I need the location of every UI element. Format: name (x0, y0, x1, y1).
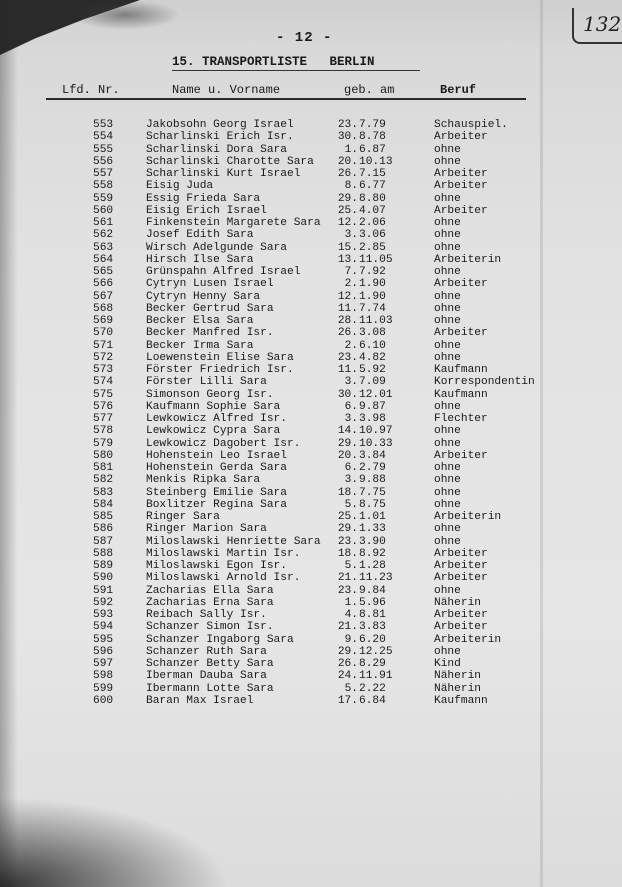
birth-month-year: 9.87 (359, 400, 386, 413)
occupation: ohne (434, 523, 461, 536)
birth-month-year: 6.10 (359, 339, 386, 352)
row-number: 560 (93, 204, 114, 217)
list-row (0, 291, 622, 303)
occupation: Arbeiter (434, 327, 488, 340)
list-row (0, 658, 622, 670)
row-number: 600 (93, 694, 114, 707)
birth-month-year: 9.84 (359, 584, 386, 597)
list-row (0, 144, 622, 156)
occupation: ohne (434, 498, 461, 511)
row-number: 563 (93, 241, 114, 254)
list-row (0, 168, 622, 180)
occupation: Näherin (434, 682, 481, 695)
birth-day: 23. (337, 351, 358, 364)
occupation: Kind (434, 658, 461, 670)
birth-day: 29. (337, 437, 358, 450)
occupation: ohne (434, 266, 461, 278)
title-underline (172, 70, 420, 71)
birth-day: 5. (344, 682, 358, 695)
list-row (0, 585, 622, 597)
list-row (0, 646, 622, 658)
person-name: Becker Elsa Sara (146, 315, 254, 327)
occupation: Arbeiter (434, 278, 488, 291)
birth-month-year: 3.98 (359, 413, 386, 425)
birth-day: 30. (337, 388, 358, 401)
birth-month-year: 3.83 (359, 621, 386, 634)
list-row (0, 205, 622, 217)
person-name: Schanzer Betty Sara (146, 658, 274, 670)
birth-day: 4. (344, 609, 358, 621)
list-row (0, 695, 622, 707)
column-header-nr: Lfd. Nr. (62, 83, 120, 97)
person-name: Iberman Dauba Sara (146, 670, 267, 683)
birth-day: 24. (337, 670, 358, 683)
occupation: ohne (434, 217, 461, 229)
birth-month-year: 1.01 (359, 511, 386, 523)
occupation: Arbeiterin (434, 633, 502, 646)
birth-day: 26. (337, 658, 358, 670)
birth-day: 29. (337, 192, 358, 205)
list-row (0, 401, 622, 413)
row-number: 577 (93, 413, 114, 425)
person-name: Loewenstein Elise Sara (146, 351, 294, 364)
occupation: ohne (434, 474, 461, 487)
row-number: 590 (93, 572, 114, 585)
occupation: ohne (434, 486, 461, 499)
list-row (0, 242, 622, 254)
row-number: 584 (93, 498, 114, 511)
birth-month-year: 7.09 (359, 376, 386, 389)
birth-month-year: 8.81 (359, 609, 386, 621)
list-row (0, 327, 622, 339)
header-underline (46, 98, 526, 100)
birth-day: 17. (337, 694, 358, 707)
list-row (0, 438, 622, 450)
person-name: Boxlitzer Regina Sara (146, 498, 287, 511)
row-number: 571 (93, 339, 114, 352)
birth-month-year: 4.82 (359, 351, 386, 364)
row-number: 583 (93, 486, 114, 499)
list-row (0, 389, 622, 401)
birth-month-year: 6.87 (359, 143, 386, 156)
list-row (0, 266, 622, 278)
person-name: Ringer Sara (146, 511, 220, 523)
row-number: 580 (93, 449, 114, 462)
row-number: 595 (93, 633, 114, 646)
birth-month-year: 7.15 (359, 168, 386, 180)
birth-month-year: 12.01 (359, 388, 393, 401)
birth-day: 11. (337, 364, 358, 376)
row-number: 587 (93, 535, 114, 548)
folio-number: 132 (583, 12, 622, 36)
occupation: Kaufmann (434, 694, 488, 707)
occupation: ohne (434, 400, 461, 413)
birth-day: 8. (344, 180, 358, 193)
occupation: ohne (434, 584, 461, 597)
row-number: 568 (93, 302, 114, 315)
occupation: Arbeiter (434, 621, 488, 634)
row-number: 586 (93, 523, 114, 536)
list-row (0, 536, 622, 548)
row-number: 592 (93, 596, 114, 609)
occupation: ohne (434, 462, 461, 474)
list-row (0, 217, 622, 229)
birth-day: 20. (337, 155, 358, 168)
occupation: Arbeiter (434, 560, 488, 572)
birth-day: 3. (344, 376, 358, 389)
occupation: Arbeiter (434, 609, 488, 621)
person-name: Lewkowicz Cypra Sara (146, 425, 281, 438)
birth-month-year: 8.80 (359, 192, 386, 205)
occupation: Näherin (434, 670, 481, 683)
birth-day: 26. (337, 327, 358, 340)
list-row (0, 315, 622, 327)
person-name: Steinberg Emilie Sara (146, 486, 287, 499)
list-row (0, 425, 622, 437)
occupation: ohne (434, 339, 461, 352)
person-name: Baran Max Israel (146, 694, 254, 707)
birth-month-year: 11.23 (359, 572, 393, 585)
row-number: 588 (93, 547, 114, 560)
birth-day: 25. (337, 511, 358, 523)
person-name: Zacharias Erna Sara (146, 596, 274, 609)
occupation: Arbeiter (434, 204, 488, 217)
birth-month-year: 9.88 (359, 474, 386, 487)
occupation: Arbeiterin (434, 511, 502, 523)
birth-day: 1. (344, 143, 358, 156)
row-number: 581 (93, 462, 114, 474)
birth-day: 5. (344, 560, 358, 572)
person-name: Lewkowicz Dagobert Isr. (146, 437, 301, 450)
occupation: Kaufmann (434, 364, 488, 376)
row-number: 561 (93, 217, 114, 229)
birth-day: 29. (337, 645, 358, 658)
person-name: Miloslawski Martin Isr. (146, 547, 301, 560)
list-row (0, 487, 622, 499)
row-number: 589 (93, 560, 114, 572)
list-row (0, 303, 622, 315)
list-row (0, 572, 622, 584)
birth-day: 23. (337, 535, 358, 548)
row-number: 598 (93, 670, 114, 683)
occupation: ohne (434, 155, 461, 168)
person-name: Kaufmann Sophie Sara (146, 400, 281, 413)
birth-month-year: 8.29 (359, 658, 386, 670)
row-number: 555 (93, 143, 114, 156)
person-name: Miloslawski Egon Isr. (146, 560, 287, 572)
row-number: 559 (93, 192, 114, 205)
birth-month-year: 2.22 (359, 682, 386, 695)
person-name: Cytryn Henny Sara (146, 290, 261, 303)
row-number: 554 (93, 131, 114, 144)
birth-month-year: 4.07 (359, 204, 386, 217)
occupation: Schauspiel. (434, 119, 508, 131)
page-number: - 12 - (276, 30, 333, 46)
row-number: 562 (93, 229, 114, 242)
birth-month-year: 10.97 (359, 425, 393, 438)
list-row (0, 597, 622, 609)
occupation: Arbeiter (434, 572, 488, 585)
birth-day: 7. (344, 266, 358, 278)
birth-month-year: 2.85 (359, 241, 386, 254)
person-name: Hohenstein Leo Israel (146, 449, 287, 462)
row-number: 567 (93, 290, 114, 303)
occupation: Arbeiter (434, 168, 488, 180)
list-row (0, 450, 622, 462)
row-number: 597 (93, 658, 114, 670)
occupation: Arbeiter (434, 180, 488, 193)
birth-day: 3. (344, 413, 358, 425)
person-name: Miloslawski Arnold Isr. (146, 572, 301, 585)
bottom-corner-shadow (0, 797, 230, 887)
row-number: 593 (93, 609, 114, 621)
person-name: Wirsch Adelgunde Sara (146, 241, 287, 254)
birth-day: 13. (337, 253, 358, 266)
row-number: 553 (93, 119, 114, 131)
list-row (0, 413, 622, 425)
occupation: Flechter (434, 413, 488, 425)
occupation: ohne (434, 351, 461, 364)
birth-day: 9. (344, 633, 358, 646)
person-name: Eisig Juda (146, 180, 214, 193)
birth-day: 21. (337, 572, 358, 585)
birth-month-year: 1.28 (359, 560, 386, 572)
row-number: 565 (93, 266, 114, 278)
birth-day: 12. (337, 290, 358, 303)
person-name: Becker Irma Sara (146, 339, 254, 352)
row-number: 591 (93, 584, 114, 597)
birth-day: 14. (337, 425, 358, 438)
birth-month-year: 11.05 (359, 253, 393, 266)
person-name: Simonson Georg Isr. (146, 388, 274, 401)
birth-month-year: 3.90 (359, 535, 386, 548)
birth-day: 2. (344, 278, 358, 291)
list-row (0, 621, 622, 633)
list-row (0, 119, 622, 131)
list-row (0, 560, 622, 572)
row-number: 585 (93, 511, 114, 523)
birth-month-year: 8.78 (359, 131, 386, 144)
list-row (0, 156, 622, 168)
birth-day: 29. (337, 523, 358, 536)
column-header-name: Name u. Vorname (172, 83, 281, 97)
person-name: Schanzer Simon Isr. (146, 621, 274, 634)
list-row (0, 254, 622, 266)
birth-month-year: 8.75 (359, 498, 386, 511)
birth-month-year: 5.92 (359, 364, 386, 376)
birth-month-year: 8.92 (359, 547, 386, 560)
birth-day: 26. (337, 168, 358, 180)
list-row (0, 523, 622, 535)
birth-day: 6. (344, 462, 358, 474)
ink-smudge (70, 0, 180, 30)
birth-month-year: 6.77 (359, 180, 386, 193)
person-name: Scharlinski Charotte Sara (146, 155, 314, 168)
person-name: Scharlinski Erich Isr. (146, 131, 294, 144)
row-number: 582 (93, 474, 114, 487)
person-name: Menkis Ripka Sara (146, 474, 261, 487)
person-name: Becker Gertrud Sara (146, 302, 274, 315)
row-number: 557 (93, 168, 114, 180)
list-row (0, 352, 622, 364)
list-row (0, 278, 622, 290)
row-number: 575 (93, 388, 114, 401)
occupation: Arbeiterin (434, 253, 502, 266)
list-row (0, 376, 622, 388)
birth-month-year: 7.79 (359, 119, 386, 131)
person-name: Ibermann Lotte Sara (146, 682, 274, 695)
person-name: Finkenstein Margarete Sara (146, 217, 321, 229)
birth-day: 23. (337, 119, 358, 131)
row-number: 579 (93, 437, 114, 450)
occupation: ohne (434, 143, 461, 156)
person-name: Miloslawski Henriette Sara (146, 535, 321, 548)
row-number: 578 (93, 425, 114, 438)
occupation: ohne (434, 315, 461, 327)
birth-day: 3. (344, 474, 358, 487)
person-name: Hirsch Ilse Sara (146, 253, 254, 266)
occupation: ohne (434, 192, 461, 205)
person-name: Scharlinski Kurt Israel (146, 168, 301, 180)
occupation: ohne (434, 645, 461, 658)
occupation: ohne (434, 535, 461, 548)
birth-month-year: 2.79 (359, 462, 386, 474)
birth-month-year: 3.84 (359, 449, 386, 462)
list-row (0, 609, 622, 621)
row-number: 566 (93, 278, 114, 291)
birth-month-year: 10.13 (359, 155, 393, 168)
column-header-occupation: Beruf (440, 83, 477, 97)
birth-day: 2. (344, 339, 358, 352)
birth-month-year: 3.06 (359, 229, 386, 242)
row-number: 574 (93, 376, 114, 389)
list-row (0, 548, 622, 560)
birth-day: 23. (337, 584, 358, 597)
column-header-birthdate: geb. am (344, 83, 395, 97)
birth-month-year: 7.92 (359, 266, 386, 278)
row-number: 572 (93, 351, 114, 364)
list-title: 15. TRANSPORTLISTE BERLIN (172, 55, 375, 69)
birth-day: 11. (337, 302, 358, 315)
row-number: 596 (93, 645, 114, 658)
row-number: 594 (93, 621, 114, 634)
list-row (0, 499, 622, 511)
list-row (0, 340, 622, 352)
list-row (0, 670, 622, 682)
row-number: 576 (93, 400, 114, 413)
list-row (0, 131, 622, 143)
birth-month-year: 2.06 (359, 217, 386, 229)
row-number: 599 (93, 682, 114, 695)
person-name: Reibach Sally Isr. (146, 609, 267, 621)
person-name: Jakobsohn Georg Israel (146, 119, 294, 131)
birth-day: 1. (344, 596, 358, 609)
person-name: Lewkowicz Alfred Isr. (146, 413, 287, 425)
birth-day: 12. (337, 217, 358, 229)
list-row (0, 634, 622, 646)
person-name: Cytryn Lusen Israel (146, 278, 274, 291)
birth-month-year: 11.03 (359, 315, 393, 327)
birth-day: 3. (344, 229, 358, 242)
occupation: Korrespondentin (434, 376, 535, 389)
occupation: ohne (434, 241, 461, 254)
occupation: ohne (434, 229, 461, 242)
person-name: Josef Edith Sara (146, 229, 254, 242)
birth-month-year: 1.90 (359, 290, 386, 303)
person-name: Förster Friedrich Isr. (146, 364, 294, 376)
person-name: Grünspahn Alfred Israel (146, 266, 301, 278)
birth-month-year: 7.74 (359, 302, 386, 315)
person-name: Ringer Marion Sara (146, 523, 267, 536)
list-row (0, 474, 622, 486)
occupation: Kaufmann (434, 388, 488, 401)
occupation: ohne (434, 425, 461, 438)
birth-day: 5. (344, 498, 358, 511)
birth-day: 25. (337, 204, 358, 217)
row-number: 558 (93, 180, 114, 193)
occupation: Näherin (434, 596, 481, 609)
row-number: 570 (93, 327, 114, 340)
person-name: Essig Frieda Sara (146, 192, 261, 205)
birth-month-year: 11.91 (359, 670, 393, 683)
birth-day: 21. (337, 621, 358, 634)
occupation: Arbeiter (434, 449, 488, 462)
birth-month-year: 12.25 (359, 645, 393, 658)
list-row (0, 683, 622, 695)
occupation: Arbeiter (434, 547, 488, 560)
person-name: Schanzer Ingaborg Sara (146, 633, 294, 646)
birth-month-year: 6.20 (359, 633, 386, 646)
person-name: Zacharias Ella Sara (146, 584, 274, 597)
birth-day: 6. (344, 400, 358, 413)
occupation: ohne (434, 290, 461, 303)
occupation: ohne (434, 302, 461, 315)
person-name: Hohenstein Gerda Sara (146, 462, 287, 474)
list-row (0, 229, 622, 241)
occupation: ohne (434, 437, 461, 450)
list-row (0, 364, 622, 376)
birth-month-year: 5.96 (359, 596, 386, 609)
birth-day: 20. (337, 449, 358, 462)
birth-month-year: 1.33 (359, 523, 386, 536)
person-name: Eisig Erich Israel (146, 204, 267, 217)
birth-month-year: 7.75 (359, 486, 386, 499)
birth-month-year: 6.84 (359, 694, 386, 707)
row-number: 569 (93, 315, 114, 327)
row-number: 573 (93, 364, 114, 376)
person-name: Förster Lilli Sara (146, 376, 267, 389)
person-name: Becker Manfred Isr. (146, 327, 274, 340)
birth-day: 28. (337, 315, 358, 327)
birth-day: 18. (337, 547, 358, 560)
person-name: Scharlinski Dora Sara (146, 143, 287, 156)
row-number: 564 (93, 253, 114, 266)
list-row (0, 462, 622, 474)
list-row (0, 511, 622, 523)
birth-day: 30. (337, 131, 358, 144)
birth-month-year: 1.90 (359, 278, 386, 291)
birth-month-year: 10.33 (359, 437, 393, 450)
row-number: 556 (93, 155, 114, 168)
person-name: Schanzer Ruth Sara (146, 645, 267, 658)
birth-day: 15. (337, 241, 358, 254)
birth-day: 18. (337, 486, 358, 499)
list-row (0, 180, 622, 192)
birth-month-year: 3.08 (359, 327, 386, 340)
list-row (0, 193, 622, 205)
occupation: Arbeiter (434, 131, 488, 144)
